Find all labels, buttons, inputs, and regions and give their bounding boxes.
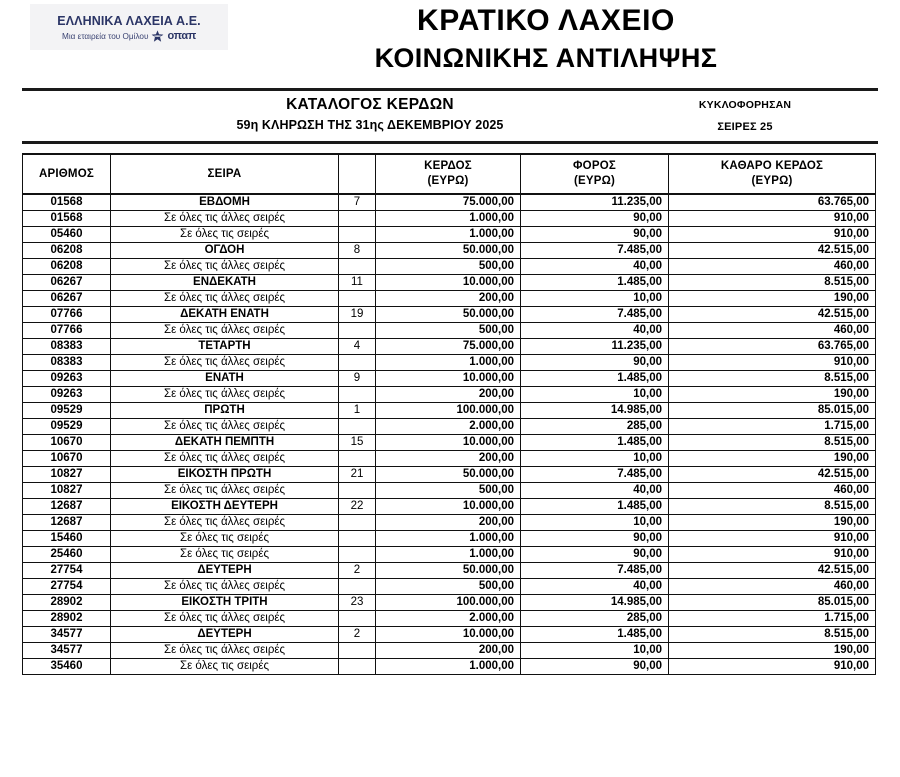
series-name-cell: Σε όλες τις σειρές	[111, 547, 339, 563]
column-header-title: ΚΑΘΑΡΟ ΚΕΡΔΟΣ	[720, 160, 824, 172]
prize-amount-cell: 100.000,00	[376, 595, 521, 611]
series-index-cell	[339, 323, 376, 339]
bottom-divider	[22, 141, 878, 144]
ticket-number-cell: 09263	[23, 387, 111, 403]
series-name-cell: ΕΙΚΟΣΤΗ ΠΡΩΤΗ	[111, 467, 339, 483]
prize-table	[22, 153, 876, 675]
series-name-cell: ΔΕΥΤΕΡΗ	[111, 627, 339, 643]
series-index-cell: 2	[339, 563, 376, 579]
series-index-cell: 1	[339, 403, 376, 419]
series-index-cell: 8	[339, 243, 376, 259]
ticket-number-cell: 06208	[23, 243, 111, 259]
table-row	[23, 194, 876, 211]
ticket-number-cell: 07766	[23, 323, 111, 339]
tax-amount-cell: 14.985,00	[521, 595, 669, 611]
table-row	[23, 275, 876, 291]
net-prize-cell: 910,00	[669, 227, 876, 243]
series-name-cell: ΕΝΔΕΚΑΤΗ	[111, 275, 339, 291]
prize-amount-cell: 10.000,00	[376, 499, 521, 515]
ticket-number-cell: 28902	[23, 595, 111, 611]
table-row	[23, 515, 876, 531]
tax-amount-cell: 40,00	[521, 323, 669, 339]
prize-amount-cell: 200,00	[376, 451, 521, 467]
ticket-number-cell: 06208	[23, 259, 111, 275]
tax-amount-cell: 7.485,00	[521, 467, 669, 483]
ticket-number-cell: 09529	[23, 419, 111, 435]
table-row	[23, 643, 876, 659]
prize-amount-cell: 75.000,00	[376, 339, 521, 355]
table-row	[23, 419, 876, 435]
prize-amount-cell: 75.000,00	[376, 194, 521, 211]
tax-amount-cell: 90,00	[521, 355, 669, 371]
series-index-cell	[339, 419, 376, 435]
column-header-title: ΚΕΡΔΟΣ	[424, 160, 472, 172]
ticket-number-cell: 08383	[23, 355, 111, 371]
ticket-number-cell: 34577	[23, 643, 111, 659]
series-name-cell: Σε όλες τις άλλες σειρές	[111, 451, 339, 467]
table-row	[23, 531, 876, 547]
net-prize-cell: 460,00	[669, 323, 876, 339]
tax-amount-cell: 285,00	[521, 611, 669, 627]
table-row	[23, 483, 876, 499]
prize-amount-cell: 500,00	[376, 323, 521, 339]
series-index-cell: 23	[339, 595, 376, 611]
table-row	[23, 467, 876, 483]
net-prize-cell: 1.715,00	[669, 419, 876, 435]
prize-amount-cell: 200,00	[376, 387, 521, 403]
table-row	[23, 451, 876, 467]
net-prize-cell: 190,00	[669, 643, 876, 659]
tax-amount-cell: 11.235,00	[521, 194, 669, 211]
net-prize-cell: 8.515,00	[669, 275, 876, 291]
net-prize-cell: 910,00	[669, 547, 876, 563]
tax-amount-cell: 1.485,00	[521, 275, 669, 291]
tax-amount-cell: 90,00	[521, 659, 669, 675]
table-row	[23, 403, 876, 419]
prize-table-container	[22, 153, 875, 675]
table-row	[23, 627, 876, 643]
ticket-number-cell: 25460	[23, 547, 111, 563]
net-prize-cell: 42.515,00	[669, 307, 876, 323]
masthead	[0, 0, 900, 88]
ticket-number-cell: 10827	[23, 483, 111, 499]
series-name-cell: ΟΓΔΟΗ	[111, 243, 339, 259]
subtitle-band	[22, 91, 878, 141]
net-prize-cell: 1.715,00	[669, 611, 876, 627]
series-index-cell	[339, 291, 376, 307]
prize-amount-cell: 50.000,00	[376, 307, 521, 323]
tax-amount-cell: 40,00	[521, 259, 669, 275]
prize-amount-cell: 1.000,00	[376, 211, 521, 227]
net-prize-cell: 910,00	[669, 531, 876, 547]
table-row	[23, 499, 876, 515]
series-name-cell: ΕΝΑΤΗ	[111, 371, 339, 387]
series-name-cell: ΠΡΩΤΗ	[111, 403, 339, 419]
column-header-2	[111, 154, 339, 194]
ticket-number-cell: 10670	[23, 451, 111, 467]
circulation-label: ΚΥΚΛΟΦΟΡΗΣΑΝ	[698, 99, 792, 111]
series-name-cell: Σε όλες τις άλλες σειρές	[111, 259, 339, 275]
table-row	[23, 259, 876, 275]
series-name-cell: ΕΙΚΟΣΤΗ ΔΕΥΤΕΡΗ	[111, 499, 339, 515]
prize-amount-cell: 50.000,00	[376, 467, 521, 483]
table-row	[23, 227, 876, 243]
column-header-title: ΣΕΙΡΑ	[207, 167, 242, 180]
tax-amount-cell: 90,00	[521, 227, 669, 243]
prize-amount-cell: 500,00	[376, 579, 521, 595]
title-line-2: ΚΟΙΝΩΝΙΚΗΣ ΑΝΤΙΛΗΨΗΣ	[374, 43, 718, 73]
series-name-cell: ΤΕΤΑΡΤΗ	[111, 339, 339, 355]
column-header-title: ΦΟΡΟΣ	[573, 160, 616, 172]
net-prize-cell: 8.515,00	[669, 435, 876, 451]
tax-amount-cell: 10,00	[521, 515, 669, 531]
series-index-cell: 4	[339, 339, 376, 355]
table-row	[23, 243, 876, 259]
series-name-cell: Σε όλες τις σειρές	[111, 531, 339, 547]
ticket-number-cell: 07766	[23, 307, 111, 323]
series-name-cell: ΔΕΚΑΤΗ ΠΕΜΠΤΗ	[111, 435, 339, 451]
ticket-number-cell: 06267	[23, 291, 111, 307]
series-name-cell: Σε όλες τις άλλες σειρές	[111, 419, 339, 435]
ticket-number-cell: 34577	[23, 627, 111, 643]
table-row	[23, 307, 876, 323]
logo-tagline-text: Μια εταιρεία του Ομίλου	[62, 31, 149, 41]
series-name-cell: Σε όλες τις άλλες σειρές	[111, 643, 339, 659]
prize-amount-cell: 2.000,00	[376, 611, 521, 627]
document-title	[236, 0, 856, 76]
title-line-1: ΚΡΑΤΙΚΟ ΛΑΧΕΙΟ	[417, 4, 675, 37]
series-name-cell: Σε όλες τις άλλες σειρές	[111, 515, 339, 531]
tax-amount-cell: 7.485,00	[521, 243, 669, 259]
column-header-unit: (ΕΥΡΩ)	[427, 175, 469, 187]
prize-amount-cell: 1.000,00	[376, 547, 521, 563]
table-header-row	[23, 154, 876, 194]
tax-amount-cell: 40,00	[521, 579, 669, 595]
series-index-cell: 2	[339, 627, 376, 643]
ticket-number-cell: 27754	[23, 579, 111, 595]
series-name-cell: Σε όλες τις άλλες σειρές	[111, 483, 339, 499]
tax-amount-cell: 90,00	[521, 547, 669, 563]
ticket-number-cell: 09529	[23, 403, 111, 419]
ticket-number-cell: 27754	[23, 563, 111, 579]
tax-amount-cell: 1.485,00	[521, 371, 669, 387]
prize-amount-cell: 200,00	[376, 643, 521, 659]
series-name-cell: Σε όλες τις σειρές	[111, 659, 339, 675]
prize-amount-cell: 2.000,00	[376, 419, 521, 435]
net-prize-cell: 8.515,00	[669, 499, 876, 515]
prize-amount-cell: 10.000,00	[376, 435, 521, 451]
series-index-cell	[339, 355, 376, 371]
series-name-cell: Σε όλες τις άλλες σειρές	[111, 355, 339, 371]
tax-amount-cell: 1.485,00	[521, 499, 669, 515]
ticket-number-cell: 12687	[23, 515, 111, 531]
tax-amount-cell: 90,00	[521, 531, 669, 547]
series-index-cell: 9	[339, 371, 376, 387]
tax-amount-cell: 7.485,00	[521, 307, 669, 323]
net-prize-cell: 460,00	[669, 579, 876, 595]
prize-amount-cell: 1.000,00	[376, 355, 521, 371]
table-row	[23, 355, 876, 371]
series-index-cell	[339, 211, 376, 227]
ticket-number-cell: 12687	[23, 499, 111, 515]
company-logo-name: ΕΛΛΗΝΙΚΑ ΛΑΧΕΙΑ Α.Ε.	[57, 13, 201, 28]
tax-amount-cell: 285,00	[521, 419, 669, 435]
table-row	[23, 435, 876, 451]
ticket-number-cell: 10670	[23, 435, 111, 451]
series-name-cell: Σε όλες τις άλλες σειρές	[111, 291, 339, 307]
prize-amount-cell: 1.000,00	[376, 531, 521, 547]
net-prize-cell: 8.515,00	[669, 627, 876, 643]
series-index-cell: 7	[339, 194, 376, 211]
ticket-number-cell: 01568	[23, 194, 111, 211]
opap-star-icon	[151, 30, 164, 43]
table-row	[23, 563, 876, 579]
prize-amount-cell: 10.000,00	[376, 627, 521, 643]
table-row	[23, 211, 876, 227]
series-index-cell	[339, 659, 376, 675]
tax-amount-cell: 10,00	[521, 387, 669, 403]
net-prize-cell: 85.015,00	[669, 403, 876, 419]
net-prize-cell: 190,00	[669, 451, 876, 467]
prize-amount-cell: 1.000,00	[376, 659, 521, 675]
table-row	[23, 387, 876, 403]
prize-amount-cell: 1.000,00	[376, 227, 521, 243]
column-header-title: ΑΡΙΘΜΟΣ	[39, 167, 94, 180]
series-name-cell: ΕΒΔΟΜΗ	[111, 194, 339, 211]
series-index-cell	[339, 611, 376, 627]
net-prize-cell: 85.015,00	[669, 595, 876, 611]
net-prize-cell: 42.515,00	[669, 467, 876, 483]
series-name-cell: Σε όλες τις άλλες σειρές	[111, 387, 339, 403]
series-index-cell	[339, 451, 376, 467]
tax-amount-cell: 40,00	[521, 483, 669, 499]
net-prize-cell: 460,00	[669, 483, 876, 499]
prize-amount-cell: 500,00	[376, 483, 521, 499]
tax-amount-cell: 10,00	[521, 451, 669, 467]
net-prize-cell: 42.515,00	[669, 243, 876, 259]
tax-amount-cell: 14.985,00	[521, 403, 669, 419]
net-prize-cell: 42.515,00	[669, 563, 876, 579]
net-prize-cell: 190,00	[669, 515, 876, 531]
table-row	[23, 659, 876, 675]
draw-info: 59η ΚΛΗΡΩΣΗ ΤΗΣ 31ης ΔΕΚΕΜΒΡΙΟΥ 2025	[236, 118, 504, 132]
table-row	[23, 595, 876, 611]
series-name-cell: Σε όλες τις σειρές	[111, 227, 339, 243]
series-index-cell	[339, 579, 376, 595]
table-row	[23, 611, 876, 627]
company-logo-tagline	[62, 30, 196, 43]
circulation-value: ΣΕΙΡΕΣ 25	[717, 121, 773, 133]
series-index-cell	[339, 483, 376, 499]
prize-amount-cell: 200,00	[376, 291, 521, 307]
net-prize-cell: 8.515,00	[669, 371, 876, 387]
tax-amount-cell: 1.485,00	[521, 435, 669, 451]
net-prize-cell: 190,00	[669, 387, 876, 403]
series-name-cell: Σε όλες τις άλλες σειρές	[111, 211, 339, 227]
series-name-cell: Σε όλες τις άλλες σειρές	[111, 579, 339, 595]
ticket-number-cell: 15460	[23, 531, 111, 547]
prize-table-header	[23, 154, 876, 194]
table-row	[23, 371, 876, 387]
prize-amount-cell: 10.000,00	[376, 371, 521, 387]
net-prize-cell: 63.765,00	[669, 194, 876, 211]
series-index-cell	[339, 515, 376, 531]
tax-amount-cell: 10,00	[521, 643, 669, 659]
table-row	[23, 339, 876, 355]
circulation-group	[660, 97, 830, 136]
series-index-cell	[339, 531, 376, 547]
series-name-cell: ΕΙΚΟΣΤΗ ΤΡΙΤΗ	[111, 595, 339, 611]
net-prize-cell: 910,00	[669, 211, 876, 227]
net-prize-cell: 910,00	[669, 355, 876, 371]
series-index-cell: 15	[339, 435, 376, 451]
column-header-4	[376, 154, 521, 194]
net-prize-cell: 190,00	[669, 291, 876, 307]
series-index-cell	[339, 643, 376, 659]
tax-amount-cell: 1.485,00	[521, 627, 669, 643]
table-row	[23, 547, 876, 563]
table-row	[23, 323, 876, 339]
prize-amount-cell: 200,00	[376, 515, 521, 531]
prize-amount-cell: 100.000,00	[376, 403, 521, 419]
net-prize-cell: 460,00	[669, 259, 876, 275]
column-header-unit: (ΕΥΡΩ)	[573, 175, 616, 187]
net-prize-cell: 63.765,00	[669, 339, 876, 355]
tax-amount-cell: 90,00	[521, 211, 669, 227]
series-name-cell: ΔΕΥΤΕΡΗ	[111, 563, 339, 579]
table-row	[23, 579, 876, 595]
prize-amount-cell: 10.000,00	[376, 275, 521, 291]
series-index-cell: 11	[339, 275, 376, 291]
tax-amount-cell: 11.235,00	[521, 339, 669, 355]
series-name-cell: Σε όλες τις άλλες σειρές	[111, 323, 339, 339]
net-prize-cell: 910,00	[669, 659, 876, 675]
series-index-cell	[339, 227, 376, 243]
ticket-number-cell: 28902	[23, 611, 111, 627]
ticket-number-cell: 06267	[23, 275, 111, 291]
table-row	[23, 291, 876, 307]
column-header-unit: (ΕΥΡΩ)	[751, 175, 793, 187]
column-header-6	[669, 154, 876, 194]
ticket-number-cell: 05460	[23, 227, 111, 243]
series-index-cell	[339, 259, 376, 275]
ticket-number-cell: 10827	[23, 467, 111, 483]
series-index-cell: 22	[339, 499, 376, 515]
company-logo	[30, 4, 228, 50]
column-header-1	[23, 154, 111, 194]
series-name-cell: ΔΕΚΑΤΗ ΕΝΑΤΗ	[111, 307, 339, 323]
ticket-number-cell: 09263	[23, 371, 111, 387]
prize-table-body	[23, 194, 876, 675]
opap-brand-text: οπαπ	[167, 30, 196, 42]
series-index-cell	[339, 547, 376, 563]
prize-amount-cell: 50.000,00	[376, 563, 521, 579]
column-header-3	[339, 154, 376, 194]
ticket-number-cell: 08383	[23, 339, 111, 355]
series-index-cell: 21	[339, 467, 376, 483]
ticket-number-cell: 01568	[23, 211, 111, 227]
series-index-cell: 19	[339, 307, 376, 323]
prize-amount-cell: 50.000,00	[376, 243, 521, 259]
tax-amount-cell: 7.485,00	[521, 563, 669, 579]
prize-list-heading: ΚΑΤΑΛΟΓΟΣ ΚΕΡΔΩΝ	[286, 96, 454, 113]
series-index-cell	[339, 387, 376, 403]
column-header-5	[521, 154, 669, 194]
ticket-number-cell: 35460	[23, 659, 111, 675]
series-name-cell: Σε όλες τις άλλες σειρές	[111, 611, 339, 627]
tax-amount-cell: 10,00	[521, 291, 669, 307]
prize-amount-cell: 500,00	[376, 259, 521, 275]
